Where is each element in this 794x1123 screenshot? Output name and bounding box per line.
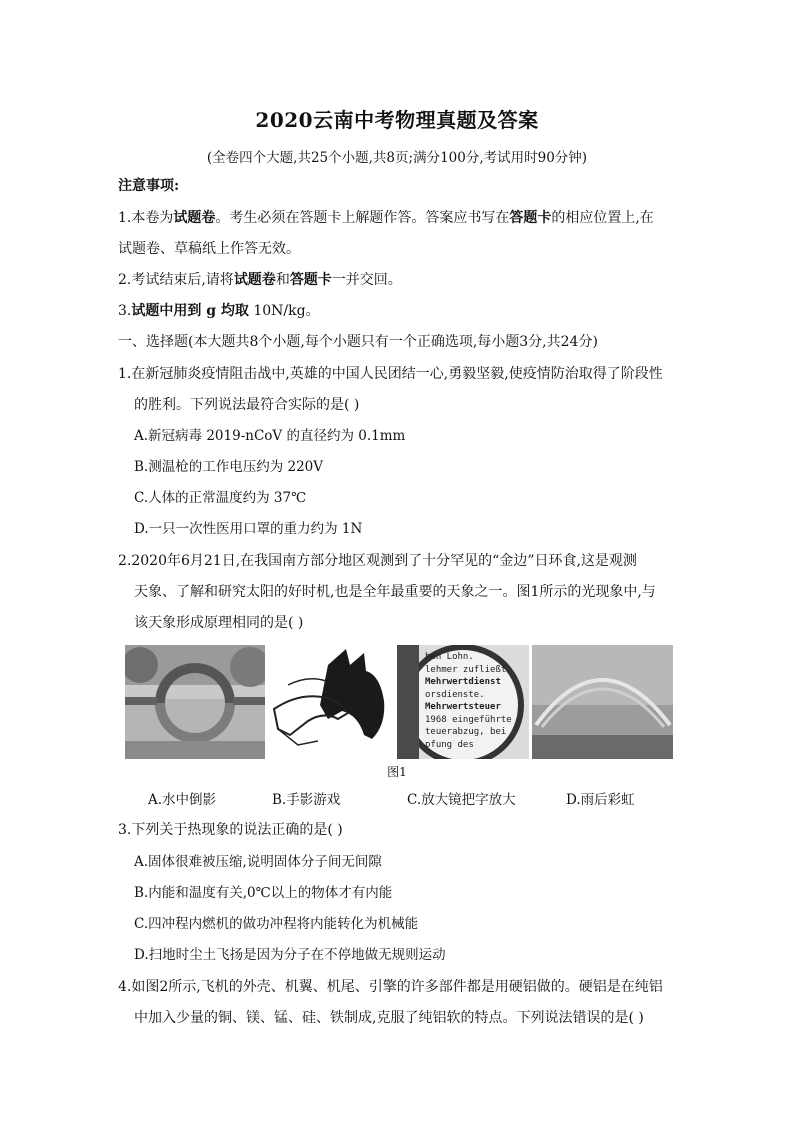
q2-option-b: B.手影游戏	[272, 792, 341, 808]
q2-stem-line-3: 该天象形成原理相同的是( )	[134, 615, 304, 631]
notice-3-part-c: 10N/kg。	[248, 303, 320, 319]
figure-1-caption: 图1	[387, 765, 407, 779]
photo-magnifier	[397, 645, 529, 759]
photo-rainbow	[532, 645, 673, 759]
q3-option-c: C.四冲程内燃机的做功冲程将内能转化为机械能	[134, 916, 419, 932]
photo-bridge-reflection	[125, 645, 265, 759]
magnifier-line: Mehrwertsteuer	[425, 702, 501, 712]
magnifier-line: 1968 eingeführte	[425, 714, 512, 725]
magnifier-line: pfung des	[425, 739, 474, 750]
q2-option-d: D.雨后彩虹	[566, 792, 635, 808]
figure-1	[125, 645, 673, 759]
q1-option-d: D.一只一次性医用口罩的重力约为 1N	[134, 521, 363, 537]
notice-item-3	[118, 301, 320, 321]
q4-stem-line-1: 4.如图2所示,飞机的外壳、机翼、机尾、引擎的许多部件都是用硬铝做的。硬铝是在纯铝	[118, 979, 663, 995]
magnifier-text	[425, 651, 512, 751]
q2-stem-line-1: 2.2020年6月21日,在我国南方部分地区观测到了十分罕见的“金边”日环食,这是观测	[118, 553, 637, 569]
notice-1-part-e: 的相应位置上,在	[551, 210, 654, 226]
notice-3-part-b: 试题中用到 g 均取	[131, 303, 249, 319]
magnifier-line: Mehrwertdienst	[425, 677, 501, 687]
q2-option-c: C.放大镜把字放大	[407, 792, 516, 808]
notice-1-part-b: 试题卷	[173, 210, 216, 226]
notice-item-1	[118, 208, 654, 228]
q3-stem: 3.下列关于热现象的说法正确的是( )	[118, 822, 343, 838]
section-1-heading: 一、选择题(本大题共8个小题,每个小题只有一个正确选项,每小题3分,共24分)	[118, 334, 598, 350]
magnifier-line: lehmer zufließt.	[425, 664, 512, 675]
notice-item-1-cont: 试题卷、草稿纸上作答无效。	[118, 241, 300, 257]
q3-option-d: D.扫地时尘土飞扬是因为分子在不停地做无规则运动	[134, 947, 446, 963]
q1-stem-line-1: 1.在新冠肺炎疫情阻击战中,英雄的中国人民团结一心,勇毅坚毅,使疫情防治取得了阶段性	[118, 366, 663, 382]
q2-option-a: A.水中倒影	[148, 792, 217, 808]
notice-1-part-c: 。考生必须在答题卡上解题作答。答案应书写在	[215, 210, 510, 226]
notice-2-part-a: 2.考试结束后,请将	[118, 272, 234, 288]
page-title: 2020云南中考物理真题及答案	[255, 108, 539, 132]
q1-option-c: C.人体的正常温度约为 37℃	[134, 490, 307, 506]
notice-1-part-d: 答题卡	[509, 210, 552, 226]
notice-2-part-c: 和	[275, 272, 290, 288]
q3-option-a: A.固体很难被压缩,说明固体分子间无间隙	[134, 854, 382, 870]
notice-2-part-b: 试题卷	[233, 272, 276, 288]
notice-1-part-a: 1.本卷为	[118, 210, 174, 226]
magnifier-line: orsdienste.	[425, 689, 485, 700]
page-subtitle: (全卷四个大题,共25个小题,共8页;满分100分,考试用时90分钟)	[206, 150, 588, 166]
notice-item-2	[118, 270, 402, 290]
q1-stem-line-2: 的胜利。下列说法最符合实际的是( )	[134, 397, 360, 413]
notice-heading: 注意事项:	[118, 178, 180, 194]
q3-option-b: B.内能和温度有关,0℃以上的物体才有内能	[134, 885, 393, 901]
magnifier-line: teuerabzug, bei	[425, 727, 507, 737]
notice-3-part-a: 3.	[118, 303, 132, 319]
q1-option-a: A.新冠病毒 2019-nCoV 的直径约为 0.1mm	[134, 428, 406, 444]
notice-2-part-e: 一并交回。	[331, 272, 402, 288]
notice-2-part-d: 答题卡	[289, 272, 332, 288]
photo-hand-shadow	[268, 645, 394, 759]
q4-stem-line-2: 中加入少量的铜、镁、锰、硅、铁制成,克服了纯铝软的特点。下列说法错误的是( )	[134, 1010, 644, 1026]
q2-stem-line-2: 天象、了解和研究太阳的好时机,也是全年最重要的天象之一。图1所示的光现象中,与	[134, 584, 656, 600]
q1-option-b: B.测温枪的工作电压约为 220V	[134, 459, 324, 475]
magnifier-line: hen Lohn.	[425, 652, 474, 662]
